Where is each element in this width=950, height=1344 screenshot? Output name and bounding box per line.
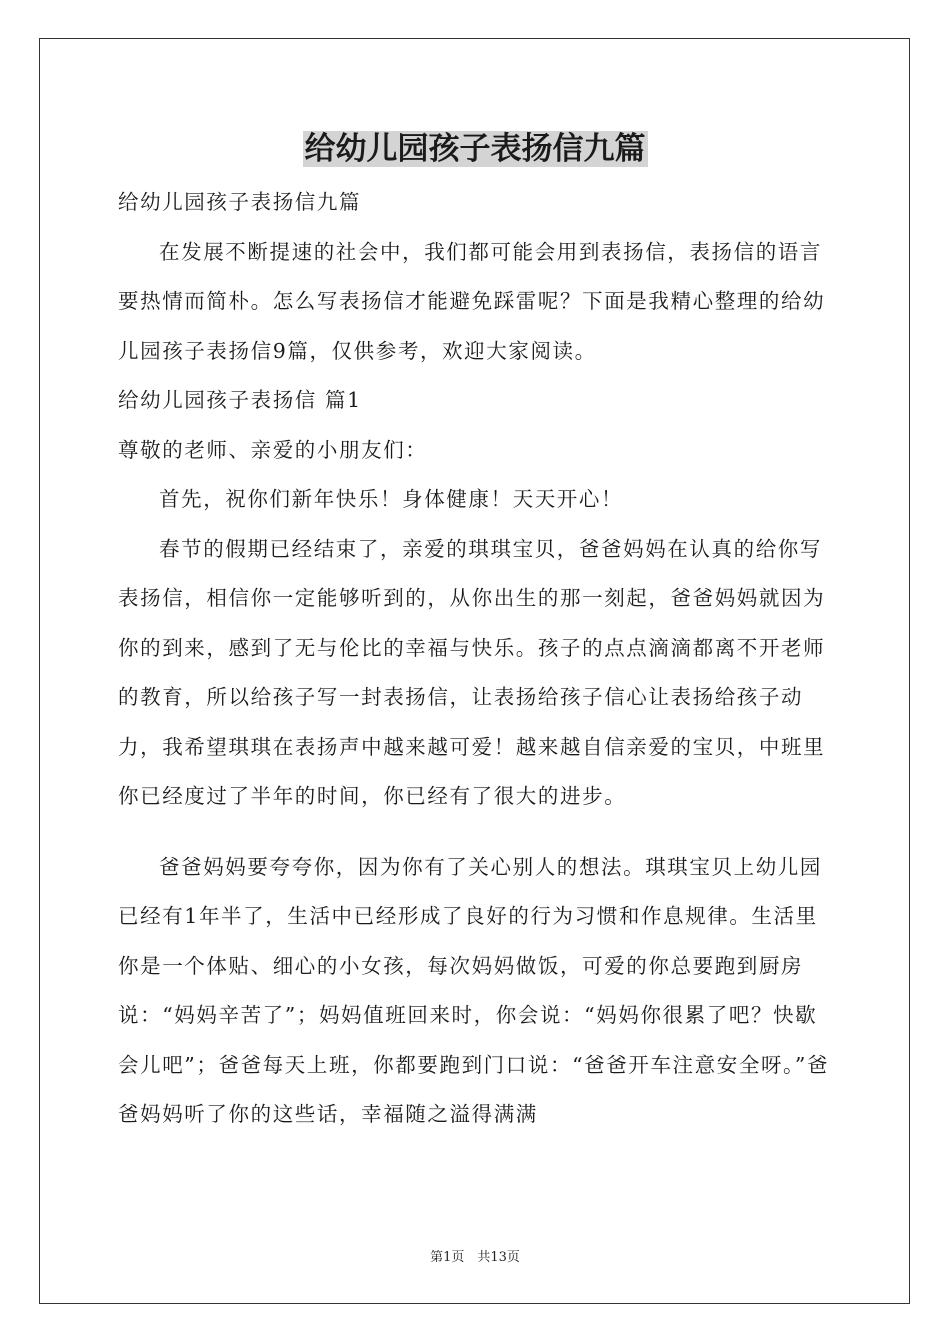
document-body — [118, 178, 838, 1140]
page-footer: 第1页 共13页 — [430, 1250, 520, 1265]
paragraph: 给幼儿园孩子表扬信九篇 — [118, 190, 362, 214]
paragraph: 爸爸妈妈要夸夸你，因为你有了关心别人的想法。琪琪宝贝上幼儿园已经有1年半了，生活中已经形成了良好的行为习惯和作息规律。生活里你是一个体贴、细心的小女孩，每次妈妈做饭，可爱的你总要跑到厨房说：“妈妈辛苦了”；妈妈值班回来时，你会说：“妈妈你很累了吧？快歇会儿吧”；爸爸每天上班，你都要跑到门口说：“爸爸开车注意安全呀。”爸爸妈妈听了你的这些话，幸福随之溢得满满 — [118, 854, 830, 1126]
document-title — [0, 128, 950, 170]
paragraph: 春节的假期已经结束了，亲爱的琪琪宝贝，爸爸妈妈在认真的给你写表扬信，相信你一定能够听到的，从你出生的那一刻起，爸爸妈妈就因为你的到来，感到了无与伦比的幸福与快乐。孩子的点点滴滴都离不开老师的教育，所以给孩子写一封表扬信，让表扬给孩子信心让表扬给孩子动力，我希望琪琪在表扬声中越来越可爱！越来越自信亲爱的宝贝，中班里你已经度过了半年的时间，你已经有了很大的进步。 — [118, 536, 826, 808]
paragraph: 给幼儿园孩子表扬信 篇1 — [118, 388, 362, 412]
paragraph: 首先，祝你们新年快乐！身体健康！天天开心！ — [159, 487, 624, 511]
document-title-text: 给幼儿园孩子表扬信九篇 — [304, 131, 646, 167]
paragraph: 在发展不断提速的社会中，我们都可能会用到表扬信，表扬信的语言要热情而简朴。怎么写表扬信才能避免踩雷呢？下面是我精心整理的给幼儿园孩子表扬信9篇，仅供参考，欢迎大家阅读。 — [118, 239, 826, 363]
paragraph: 尊敬的老师、亲爱的小朋友们： — [118, 437, 428, 462]
